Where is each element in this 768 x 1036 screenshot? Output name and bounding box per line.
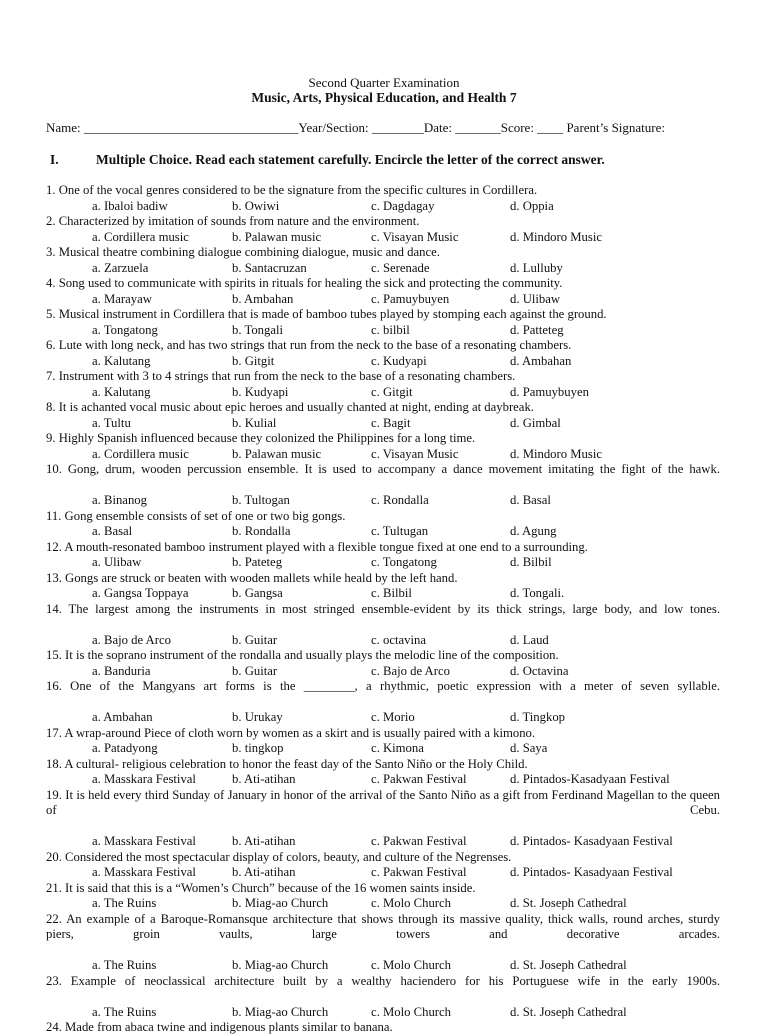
question-text: 11. Gong ensemble consists of set of one or two big gongs.: [46, 508, 346, 523]
option-a[interactable]: a. Basal: [92, 524, 133, 538]
answer-options: [46, 958, 720, 974]
option-d[interactable]: d. Pintados- Kasadyaan Festival: [510, 834, 673, 848]
option-c[interactable]: c. Pakwan Festival: [371, 834, 467, 848]
option-c[interactable]: c. Molo Church: [371, 896, 451, 910]
option-a[interactable]: a. Zarzuela: [92, 260, 149, 275]
option-d[interactable]: d. Octavina: [510, 663, 569, 678]
option-c[interactable]: c. Visayan Music: [371, 446, 459, 461]
option-a[interactable]: a. Kalutang: [92, 353, 151, 368]
question-text: 20. Considered the most spectacular display of colors, beauty, and culture of the Negrenses.: [46, 849, 512, 864]
option-c[interactable]: c. Pamuybuyen: [371, 291, 450, 306]
question-text: 19. It is held every third Sunday of January in honor of the arrival of the Santo Niño as a gift from Ferdinand Magellan to the queen of Cebu.: [46, 787, 720, 817]
option-c[interactable]: c. Kimona: [371, 741, 424, 755]
option-c[interactable]: c. Pakwan Festival: [371, 772, 467, 786]
option-a[interactable]: a. Cordillera music: [92, 446, 189, 461]
option-c[interactable]: c. Tultugan: [371, 524, 429, 538]
option-c[interactable]: c. Kudyapi: [371, 353, 427, 368]
answer-options: [46, 710, 720, 726]
option-b[interactable]: b. Miag-ao Church: [232, 1004, 329, 1019]
option-d[interactable]: d. Pintados- Kasadyaan Festival: [510, 865, 673, 879]
option-b[interactable]: b. Pateteg: [232, 555, 283, 569]
question-text: 10. Gong, drum, wooden percussion ensemble. It is used to accompany a dance movement imitating the fight of the hawk.: [46, 462, 720, 476]
option-b[interactable]: b. Gangsa: [232, 586, 283, 600]
option-c[interactable]: c. Morio: [371, 710, 415, 724]
option-b[interactable]: b. Miag-ao Church: [232, 896, 329, 910]
option-c[interactable]: c. Molo Church: [371, 958, 451, 972]
question-text: 21. It is said that this is a “Women’s Church” because of the 16 women saints inside.: [46, 880, 476, 895]
option-b[interactable]: b. Rondalla: [232, 524, 291, 538]
question-list: [46, 183, 720, 1036]
option-a[interactable]: a. Bajo de Arco: [92, 632, 171, 647]
option-a[interactable]: a. Ibaloi badiw: [92, 198, 168, 213]
option-d[interactable]: d. Tongali.: [510, 586, 565, 600]
answer-options: [46, 1005, 720, 1021]
option-b[interactable]: b. Gitgit: [232, 353, 275, 368]
question-text: 23. Example of neoclassical architecture built by a wealthy haciendero for his Portuguese wife in the early 1900s.: [46, 973, 720, 988]
option-a[interactable]: a. Masskara Festival: [92, 834, 196, 848]
answer-options: [46, 261, 720, 277]
option-d[interactable]: d. Patteteg: [510, 322, 564, 337]
option-a[interactable]: a. Banduria: [92, 663, 151, 678]
option-d[interactable]: d. Basal: [510, 493, 551, 507]
option-a[interactable]: a. Cordillera music: [92, 229, 189, 244]
question-text: 16. One of the Mangyans art forms is the ________, a rhythmic, poetic expression with a meter of seven syllable.: [46, 679, 720, 693]
option-a[interactable]: a. Marayaw: [92, 291, 152, 306]
option-b[interactable]: b. Ati-atihan: [232, 834, 296, 848]
question-text: 18. A cultural- religious celebration to honor the feast day of the Santo Niño or the Holy Child.: [46, 756, 528, 771]
option-a[interactable]: a. Gangsa Toppaya: [92, 586, 189, 600]
option-d[interactable]: d. St. Joseph Cathedral: [510, 896, 627, 910]
answer-options: [46, 354, 720, 370]
option-d[interactable]: d. Ambahan: [510, 353, 572, 368]
option-d[interactable]: d. Pintados-Kasadyaan Festival: [510, 772, 670, 786]
answer-options: [46, 865, 720, 881]
question-text: 3. Musical theatre combining dialogue combining dialogue, music and dance.: [46, 245, 440, 259]
option-b[interactable]: b. Guitar: [232, 663, 278, 678]
option-b[interactable]: b. Owiwi: [232, 198, 280, 213]
option-a[interactable]: a. The Ruins: [92, 896, 157, 910]
option-c[interactable]: c. Tongatong: [371, 555, 437, 569]
question-text: 5. Musical instrument in Cordillera that is made of bamboo tubes played by stomping each against the ground.: [46, 307, 607, 321]
option-b[interactable]: b. Tultogan: [232, 493, 290, 507]
question-text: 1. One of the vocal genres considered to be the signature from the specific cultures in Cordillera.: [46, 183, 538, 197]
option-b[interactable]: b. Kulial: [232, 415, 277, 430]
question-text: 12. A mouth-resonated bamboo instrument played with a flexible tongue fixed at one end to a surrounding.: [46, 539, 588, 554]
option-d[interactable]: d. Saya: [510, 741, 548, 755]
option-d[interactable]: d. Pamuybuyen: [510, 384, 589, 399]
option-b[interactable]: b. Tongali: [232, 322, 284, 337]
option-c[interactable]: c. Visayan Music: [371, 229, 459, 244]
option-b[interactable]: b. Palawan music: [232, 229, 322, 244]
question-text: 13. Gongs are struck or beaten with wooden mallets while heald by the left hand.: [46, 570, 458, 585]
answer-options: [46, 586, 720, 602]
answer-options: [46, 772, 720, 788]
answer-options: [46, 416, 720, 432]
option-a[interactable]: a. The Ruins: [92, 958, 157, 972]
option-d[interactable]: d. Bilbil: [510, 555, 552, 569]
option-b[interactable]: b. Ambahan: [232, 291, 294, 306]
option-b[interactable]: b. Santacruzan: [232, 260, 307, 275]
option-c[interactable]: c. Dagdagay: [371, 198, 435, 213]
option-d[interactable]: d. Agung: [510, 524, 557, 538]
option-d[interactable]: d. Gimbal: [510, 415, 561, 430]
question-text: 4. Song used to communicate with spirits in rituals for healing the sick and protecting the community.: [46, 276, 563, 290]
answer-options: [46, 555, 720, 571]
question-text: 8. It is achanted vocal music about epic heroes and usually chanted at night, ending at daybreak.: [46, 400, 534, 414]
option-a[interactable]: a. Kalutang: [92, 384, 151, 399]
question-text: 9. Highly Spanish influenced because they colonized the Philippines for a long time.: [46, 431, 476, 445]
question-text: 2. Characterized by imitation of sounds from nature and the environment.: [46, 214, 420, 228]
option-d[interactable]: d. Mindoro Music: [510, 446, 602, 461]
section-heading: [50, 152, 740, 168]
option-b[interactable]: b. Kudyapi: [232, 384, 289, 399]
option-b[interactable]: b. Ati-atihan: [232, 772, 296, 786]
option-c[interactable]: c. Pakwan Festival: [371, 865, 467, 879]
option-a[interactable]: a. Ambahan: [92, 710, 153, 724]
option-b[interactable]: b. Urukay: [232, 710, 283, 724]
option-b[interactable]: b. Ati-atihan: [232, 865, 296, 879]
option-c[interactable]: c. Bagit: [371, 415, 411, 430]
option-a[interactable]: a. Tultu: [92, 415, 131, 430]
answer-options: [46, 834, 720, 850]
student-info-line: Name: _________________________________Year/Section: ________Date: _______Score: ____ Parent’s Signature:: [46, 120, 666, 135]
answer-options: [46, 896, 720, 912]
answer-options: [46, 741, 720, 757]
option-b[interactable]: b. tingkop: [232, 741, 284, 755]
option-c[interactable]: c. octavina: [371, 632, 426, 647]
answer-options: [46, 524, 720, 540]
option-a[interactable]: a. Tongatong: [92, 322, 158, 337]
answer-options: [46, 199, 720, 215]
question-text: 24. Made from abaca twine and indigenous plants similar to banana.: [46, 1020, 393, 1034]
option-d[interactable]: d. St. Joseph Cathedral: [510, 958, 627, 972]
question-text: 17. A wrap-around Piece of cloth worn by women as a skirt and is usually paired with a kimono.: [46, 725, 536, 740]
option-d[interactable]: d. Laud: [510, 632, 549, 647]
question-text: 14. The largest among the instruments in most stringed ensemble-evident by its thick strings, large body, and low tones.: [46, 601, 720, 616]
answer-options: [46, 385, 720, 401]
option-c[interactable]: c. Serenade: [371, 260, 430, 275]
option-a[interactable]: a. Binanog: [92, 493, 147, 507]
question-text: 15. It is the soprano instrument of the rondalla and usually plays the melodic line of the composition.: [46, 648, 559, 662]
answer-options: [46, 323, 720, 339]
option-c[interactable]: c. Rondalla: [371, 493, 429, 507]
answer-options: [46, 230, 720, 246]
exam-subject: Music, Arts, Physical Education, and Health 7: [251, 90, 517, 105]
question-text: 7. Instrument with 3 to 4 strings that run from the neck to the base of a resonating chambers.: [46, 369, 516, 383]
answer-options: [46, 633, 720, 649]
question-text: 6. Lute with long neck, and has two strings that run from the neck to the base of a resonating chambers.: [46, 338, 572, 352]
option-c[interactable]: c. Molo Church: [371, 1004, 451, 1019]
option-c[interactable]: c. bilbil: [371, 322, 410, 337]
option-a[interactable]: a. The Ruins: [92, 1004, 157, 1019]
option-c[interactable]: c. Bajo de Arco: [371, 663, 450, 678]
option-d[interactable]: d. Oppia: [510, 198, 554, 213]
option-d[interactable]: d. Ulibaw: [510, 291, 561, 306]
option-a[interactable]: a. Masskara Festival: [92, 772, 196, 786]
option-b[interactable]: b. Guitar: [232, 632, 278, 647]
question-text: 22. An example of a Baroque-Romansque architecture that shows through its massive quality, thick walls, round arches, sturdy piers, groin vaults, large towers and decorative arcades.: [46, 911, 720, 941]
section-number: I.: [50, 152, 59, 167]
option-c[interactable]: c. Gitgit: [371, 384, 413, 399]
exam-title: Second Quarter Examination: [308, 75, 460, 90]
section-instructions: Multiple Choice. Read each statement carefully. Encircle the letter of the correct answer.: [96, 152, 605, 167]
answer-options: [46, 493, 720, 509]
option-a[interactable]: a. Ulibaw: [92, 555, 142, 569]
answer-options: [46, 447, 720, 463]
option-a[interactable]: a. Masskara Festival: [92, 865, 196, 879]
answer-options: [46, 664, 720, 680]
option-c[interactable]: c. Bilbil: [371, 586, 412, 600]
answer-options: [46, 292, 720, 308]
option-d[interactable]: d. St. Joseph Cathedral: [510, 1004, 627, 1019]
option-d[interactable]: d. Tingkop: [510, 710, 566, 724]
option-b[interactable]: b. Miag-ao Church: [232, 958, 329, 972]
option-a[interactable]: a. Patadyong: [92, 741, 158, 755]
option-d[interactable]: d. Lulluby: [510, 260, 563, 275]
option-b[interactable]: b. Palawan music: [232, 446, 322, 461]
option-d[interactable]: d. Mindoro Music: [510, 229, 602, 244]
